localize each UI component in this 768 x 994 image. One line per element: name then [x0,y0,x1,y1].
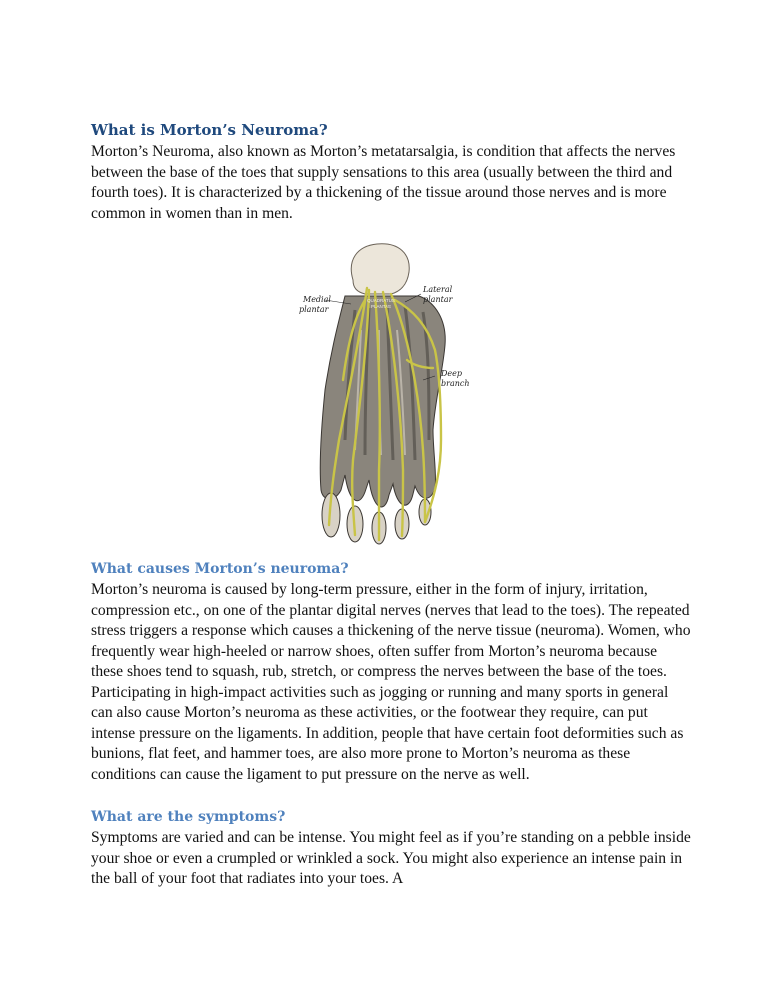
label-lateral: Lateral [423,285,453,294]
label-medial: Medial [303,295,331,304]
paragraph-causes: Morton’s neuroma is caused by long-term pressure, either in the form of injury, irritation, compression etc., on one of the plantar digital nerves (nerves that lead to the toes). The repeated stress triggers a response which causes a thickening of the nerve tissue (neuroma). Women, who frequently wear high-heeled or narrow shoes, often suffer from Morton’s neuroma because these shoes tend to squash, rub, stretch, or compress the nerves between the base of the toes. Participating in high-impact activities such as jogging or running and many sports in general can also cause Morton’s neuroma as these activities, or the footwear they require, can put intense pressure on the ligaments. In addition, people that have certain foot deformities such as bunions, flat feet, and hammer toes, are also more prone to Morton’s neuroma as these conditions can cause the ligament to put pressure on the nerve as well. [91,581,691,783]
foot-nerve-illustration [295,240,475,545]
paragraph-what-is: Morton’s Neuroma, also known as Morton’s metatarsalgia, is condition that affects the nerves between the base of the toes that supply sensations to this area (usually between the third and fourth toes). It is characterized by a thickening of the tissue around those nerves and is more common in women than in men. [91,143,676,222]
heading-what-is: What is Morton’s Neuroma? [91,121,328,139]
label-medial-plantar: plantar [299,305,329,314]
label-deep-branch: branch [441,379,470,388]
label-plantae: PLANTAE [371,304,392,309]
heading-causes: What causes Morton’s neuroma? [91,561,349,577]
label-deep: Deep [441,369,463,378]
label-quadratus: QUADRATUS [367,298,395,303]
heading-symptoms: What are the symptoms? [91,809,286,825]
heel-bone [351,244,409,294]
paragraph-symptoms: Symptoms are varied and can be intense. You might feel as if you’re standing on a pebble inside your shoe or even a crumpled or wrinkled a sock. You might also experience an intense pain in the ball of your foot that radiates into your toes. A [91,829,691,887]
label-lateral-plantar: plantar [423,295,453,304]
